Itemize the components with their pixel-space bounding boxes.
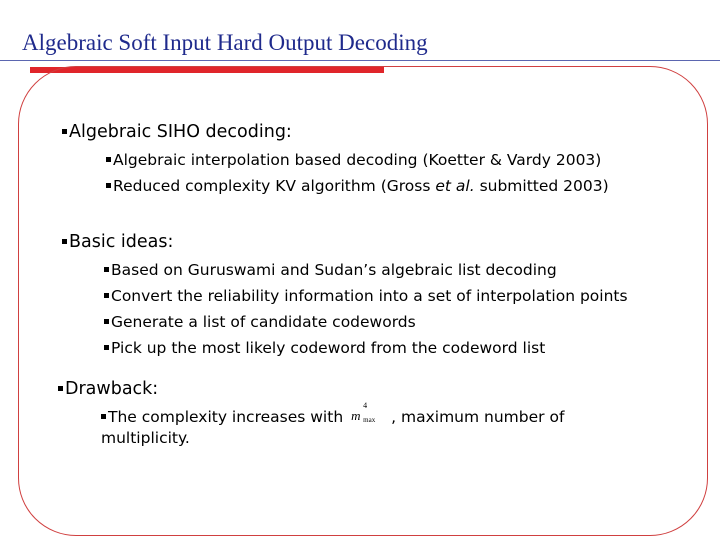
title-divider bbox=[0, 60, 720, 61]
bullet-icon bbox=[58, 386, 63, 391]
bullet-icon bbox=[62, 129, 67, 134]
section-heading-drawback: Drawback: bbox=[58, 379, 158, 399]
list-item: The complexity increases with m 4 max , maximum number of bbox=[101, 408, 564, 426]
list-item: Based on Guruswami and Sudan’s algebraic list decoding bbox=[104, 261, 557, 279]
list-item: Algebraic interpolation based decoding (Koetter & Vardy 2003) bbox=[106, 151, 601, 169]
bullet-icon bbox=[62, 239, 67, 244]
list-item: Reduced complexity KV algorithm (Gross et al. submitted 2003) bbox=[106, 177, 609, 195]
section-heading-basic-ideas: Basic ideas: bbox=[62, 232, 173, 252]
section-heading-siho: Algebraic SIHO decoding: bbox=[62, 122, 292, 142]
slide-title: Algebraic Soft Input Hard Output Decoding bbox=[22, 30, 428, 55]
bullet-icon bbox=[104, 293, 109, 298]
bullet-icon bbox=[101, 414, 106, 419]
list-item: Convert the reliability information into a set of interpolation points bbox=[104, 287, 628, 305]
list-item-continuation: multiplicity. bbox=[101, 429, 190, 447]
list-item: Generate a list of candidate codewords bbox=[104, 313, 416, 331]
list-item: Pick up the most likely codeword from the codeword list bbox=[104, 339, 545, 357]
bullet-icon bbox=[104, 345, 109, 350]
bullet-icon bbox=[106, 183, 111, 188]
m-max-formula: m 4 max bbox=[351, 401, 376, 424]
bullet-icon bbox=[104, 319, 109, 324]
bullet-icon bbox=[106, 157, 111, 162]
bullet-icon bbox=[104, 267, 109, 272]
